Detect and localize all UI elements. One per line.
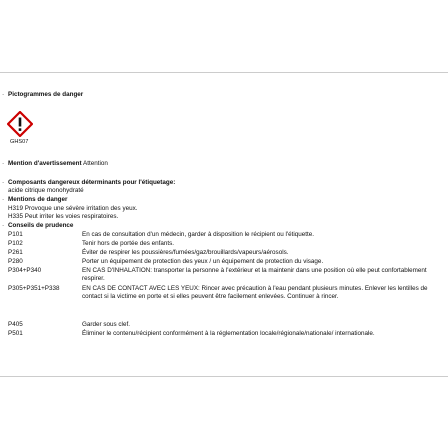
precautionary-heading: Conseils de prudence [8,222,74,229]
precaution-code: P501 [8,330,23,337]
precaution-text: Tenir hors de portée des enfants. [82,240,175,247]
precaution-code: P280 [8,258,23,265]
bullet: · [2,160,5,167]
pictograms-heading: Pictogrammes de danger [8,91,84,98]
precaution-code: P101 [8,231,23,238]
signal-word-label: Mention d'avertissement [8,160,82,167]
precaution-text: EN CAS D'INHALATION: transporter la personne à l'extérieur et la maintenir dans une position où elle peut confortablement respirer. [82,267,427,282]
hazard-statement: H335 Peut irriter les voies respiratoires. [8,213,119,220]
precaution-code: P305+P351+P338 [8,285,60,292]
precaution-code: P261 [8,249,23,256]
precaution-text: EN CAS DE CONTACT AVEC LES YEUX: Rincer avec précaution à l'eau pendant plusieurs minutes. Enlever les lentilles de contact si la victime en porte et si elles peuvent être facilement enlevées. Continuer à rincer. [82,285,428,300]
precaution-text: Garder sous clef. [82,321,130,328]
bullet: · [2,222,5,229]
precaution-text: Éviter de respirer les poussières/fumées/gaz/brouillards/vapeurs/aérosols. [82,249,289,256]
precaution-code: P304+P340 [8,267,42,274]
hazard-statements-heading: Mentions de danger [8,196,68,203]
signal-word-value: Attention [83,160,108,167]
components-value: acide citrique monohydraté [8,187,84,194]
precaution-code: P102 [8,240,23,247]
top-divider [0,72,448,73]
precaution-text: Porter un équipement de protection des yeux / un équipement de protection du visage. [82,258,324,265]
precaution-text: Éliminer le contenu/récipient conformément à la réglementation locale/régionale/nationale/ internationale. [82,330,375,337]
bullet: · [2,179,5,186]
pictogram-code: GHS07 [10,139,29,145]
bullet: · [2,196,5,203]
exclamation-diamond-icon [7,111,33,137]
hazard-statement: H319 Provoque une sévère irritation des yeux. [8,205,138,212]
precaution-code: P405 [8,321,23,328]
bottom-divider [0,376,448,377]
precaution-text: En cas de consultation d'un médecin, garder à disposition le récipient ou l'étiquette. [82,231,315,238]
components-heading: Composants dangereux déterminants pour l'étiquetage: [8,179,176,186]
signal-word-line [8,160,108,168]
bullet: · [2,91,5,98]
